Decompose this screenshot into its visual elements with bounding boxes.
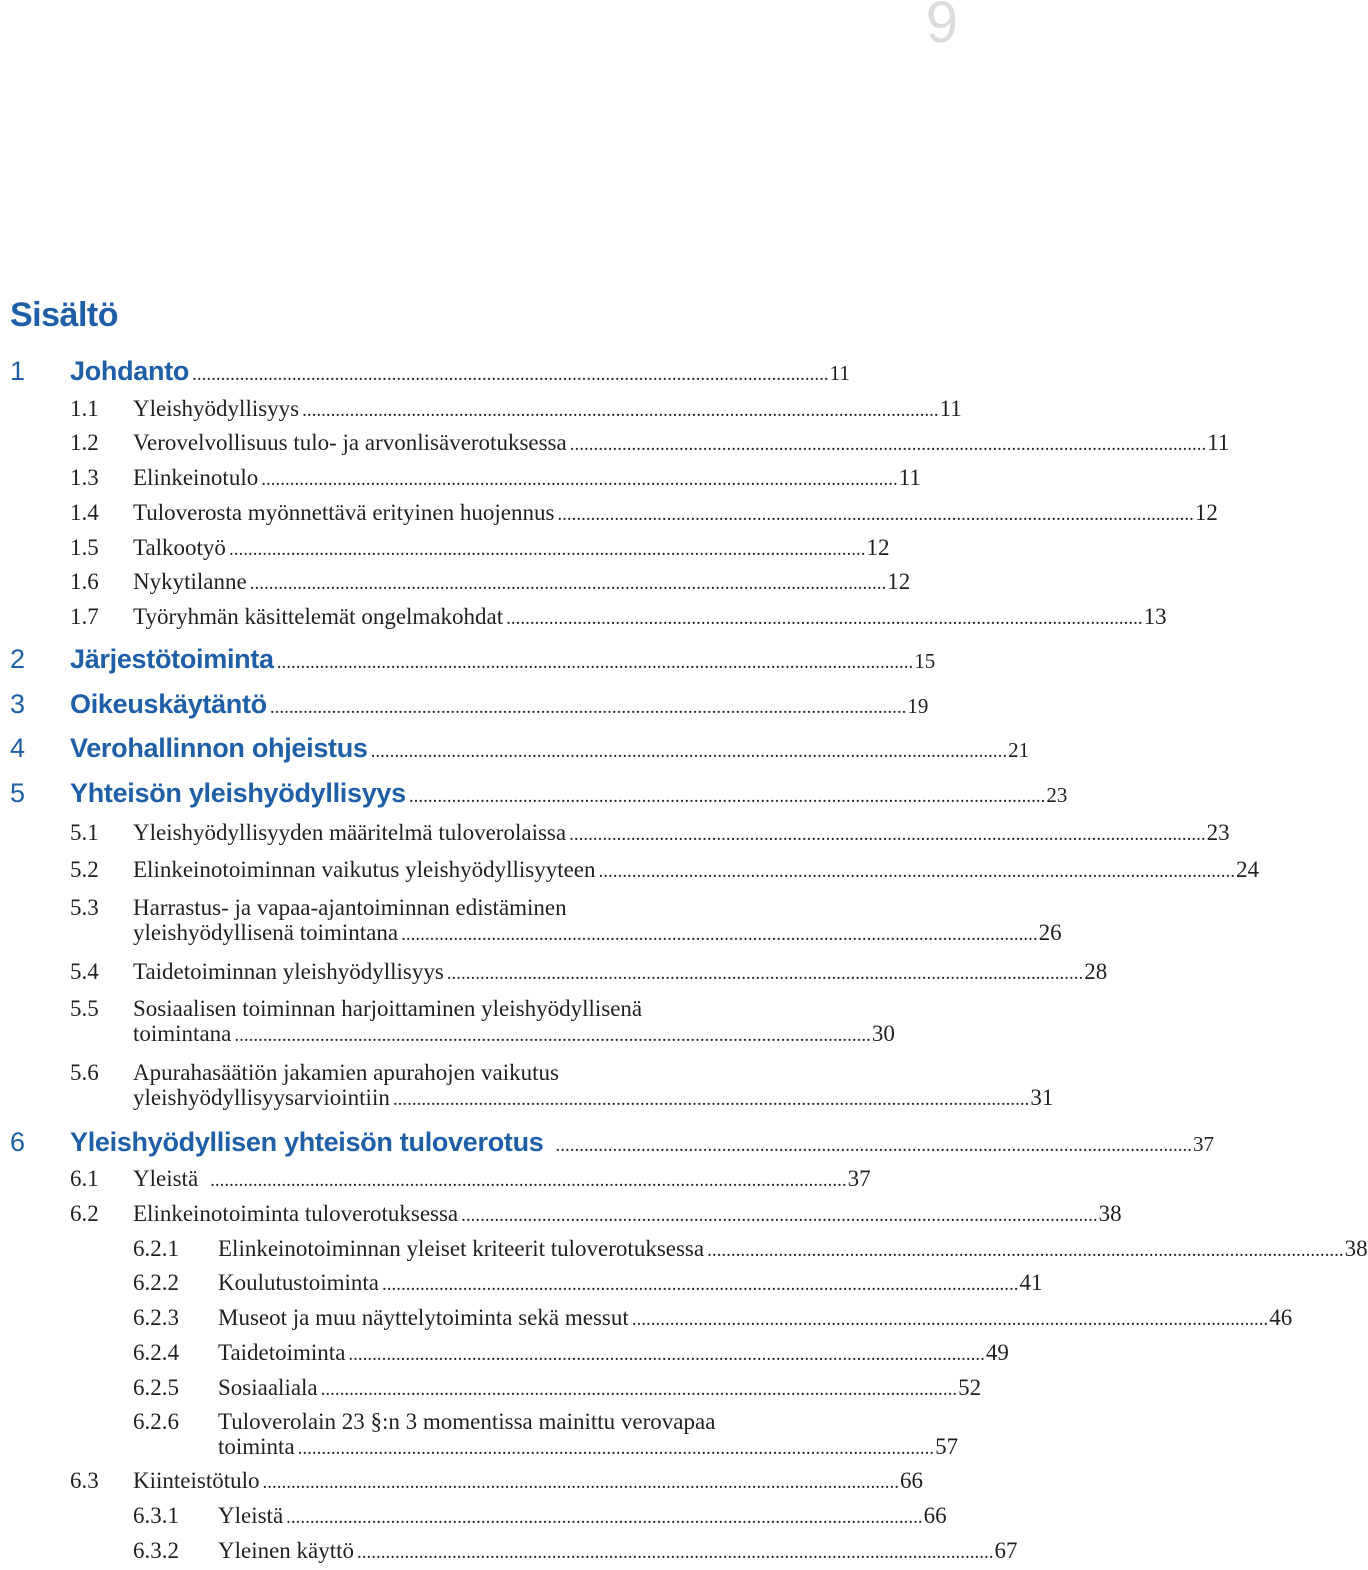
- toc-number: 4: [10, 733, 26, 763]
- toc-leader: ......................................................................................................................................: [234, 1025, 871, 1046]
- toc-number: 6.3.1: [133, 1503, 179, 1528]
- toc-title: Taidetoiminta: [218, 1340, 346, 1365]
- toc-leader: ......................................................................................................................................: [506, 608, 1143, 629]
- toc-title: Koulutustoiminta: [218, 1270, 379, 1295]
- toc-leader: ......................................................................................................................................: [401, 924, 1038, 945]
- toc-leader: ......................................................................................................................................: [631, 1309, 1269, 1330]
- toc-title: Yleistä: [133, 1166, 199, 1191]
- toc-page: 21: [1008, 738, 1030, 762]
- toc-leader: ......................................................................................................................................: [302, 400, 939, 421]
- toc-number: 1.5: [70, 535, 99, 560]
- toc-number: 5.1: [70, 820, 99, 845]
- toc-leader: ......................................................................................................................................: [461, 1205, 1098, 1226]
- toc-page: 41: [1019, 1270, 1043, 1295]
- toc-leader: ......................................................................................................................................: [249, 573, 887, 594]
- toc-leader: ......................................................................................................................................: [555, 1135, 1193, 1156]
- toc-title: Yleinen käyttö: [218, 1538, 355, 1563]
- toc-leader: ......................................................................................................................................: [286, 1507, 923, 1528]
- toc-title: Yleishyödyllisen yhteisön tuloverotus: [70, 1127, 544, 1157]
- toc-number: 1.2: [70, 430, 99, 455]
- toc-number: 6.2.2: [133, 1270, 179, 1295]
- toc-leader: ......................................................................................................................................: [382, 1274, 1019, 1295]
- toc-number: 5.2: [70, 857, 99, 882]
- toc-page: 46: [1269, 1305, 1293, 1330]
- toc-leader: ......................................................................................................................................: [392, 1089, 1030, 1110]
- toc-leader: ......................................................................................................................................: [192, 364, 829, 385]
- toc-page: 11: [898, 465, 921, 490]
- toc-page: 12: [887, 569, 911, 594]
- toc-number: 6.2: [70, 1201, 99, 1226]
- toc-page: 11: [829, 361, 850, 385]
- toc-title: Taidetoiminnan yleishyödyllisyys: [133, 959, 444, 984]
- toc-page: 24: [1236, 857, 1260, 882]
- toc-title-continued: yleishyödyllisyysarviointiin: [133, 1085, 390, 1110]
- toc-number: 6.2.4: [133, 1340, 179, 1365]
- toc-title: Työryhmän käsittelemät ongelmakohdat: [133, 604, 504, 629]
- toc-leader: ......................................................................................................................................: [269, 697, 907, 718]
- toc-page: 37: [1193, 1132, 1215, 1156]
- toc-number: 6.2.5: [133, 1375, 179, 1400]
- toc-page: 12: [866, 535, 890, 560]
- toc-title: Talkootyö: [133, 535, 226, 560]
- toc-title: Museot ja muu näyttelytoiminta sekä messut: [218, 1305, 629, 1330]
- toc-number: 5.5: [70, 996, 99, 1021]
- toc-title-continued: toiminta: [218, 1434, 295, 1459]
- toc-number: 6.2.3: [133, 1305, 179, 1330]
- toc-title-continued: yleishyödyllisenä toimintana: [133, 920, 399, 945]
- toc-page: 49: [985, 1340, 1009, 1365]
- toc-page: 30: [871, 1021, 895, 1046]
- toc-title: Elinkeinotulo: [133, 465, 259, 490]
- page-title: Sisältö: [10, 296, 118, 334]
- toc-title: Verovelvollisuus tulo- ja arvonlisäverotuksessa: [133, 430, 567, 455]
- toc-page: 66: [923, 1503, 947, 1528]
- toc-title: Sosiaaliala: [218, 1375, 318, 1400]
- toc-page: 26: [1038, 920, 1062, 945]
- toc-title: Yhteisön yleishyödyllisyys: [70, 778, 406, 808]
- toc-number: 5.6: [70, 1060, 99, 1085]
- toc-title: Elinkeinotoiminnan yleiset kriteerit tuloverotuksessa: [218, 1236, 705, 1261]
- toc-number: 6: [10, 1127, 26, 1157]
- toc-page: 31: [1030, 1085, 1054, 1110]
- toc-page: 57: [935, 1434, 959, 1459]
- toc-title: Tuloverosta myönnettävä erityinen huojennus: [133, 500, 555, 525]
- toc-title: Harrastus- ja vapaa-ajantoiminnan edistäminen: [133, 895, 567, 920]
- toc-title: Nykytilanne: [133, 569, 247, 594]
- toc-leader: ......................................................................................................................................: [569, 434, 1207, 455]
- toc-leader: ......................................................................................................................................: [557, 504, 1194, 525]
- toc-page: 19: [907, 694, 929, 718]
- toc-leader: ......................................................................................................................................: [357, 1542, 994, 1563]
- toc-number: 1.4: [70, 500, 99, 525]
- toc-leader: ......................................................................................................................................: [348, 1344, 985, 1365]
- toc-title-continued: toimintana: [133, 1021, 232, 1046]
- toc-number: 5: [10, 778, 26, 808]
- toc-number: 6.2.1: [133, 1236, 179, 1261]
- toc-page: 67: [994, 1538, 1018, 1563]
- toc-leader: ......................................................................................................................................: [320, 1379, 958, 1400]
- toc-page: 12: [1194, 500, 1218, 525]
- toc-page: 66: [900, 1468, 923, 1493]
- toc-number: 6.3: [70, 1468, 99, 1493]
- toc-title: Apurahasäätiön jakamien apurahojen vaikutus: [133, 1060, 559, 1085]
- toc-page: 38: [1344, 1236, 1368, 1261]
- toc-number: 1.3: [70, 465, 99, 490]
- toc-leader: ......................................................................................................................................: [228, 539, 866, 560]
- toc-title: Kiinteistötulo: [133, 1468, 260, 1493]
- toc-title: Johdanto: [70, 356, 190, 386]
- toc-number: 6.1: [70, 1166, 99, 1191]
- toc-leader: ......................................................................................................................................: [370, 741, 1008, 762]
- toc-title: Järjestötoiminta: [70, 644, 274, 674]
- toc-leader: ......................................................................................................................................: [707, 1240, 1344, 1261]
- toc-page: 11: [1207, 430, 1230, 455]
- toc-title: Oikeuskäytäntö: [70, 689, 267, 719]
- toc-leader: ......................................................................................................................................: [446, 963, 1084, 984]
- toc-page: 15: [914, 649, 936, 673]
- toc-title: Verohallinnon ohjeistus: [70, 733, 368, 763]
- toc-page: 37: [847, 1166, 871, 1191]
- toc-number: 3: [10, 689, 26, 719]
- toc-leader: ......................................................................................................................................: [569, 824, 1206, 845]
- toc-leader: ......................................................................................................................................: [297, 1438, 935, 1459]
- toc-number: 2: [10, 644, 26, 674]
- toc-title: Elinkeinotoiminnan vaikutus yleishyödyllisyyteen: [133, 857, 596, 882]
- toc-title: Elinkeinotoiminta tuloverotuksessa: [133, 1201, 459, 1226]
- toc-title: Sosiaalisen toiminnan harjoittaminen yleishyödyllisenä: [133, 996, 643, 1021]
- toc-leader: ......................................................................................................................................: [276, 652, 914, 673]
- toc-number: 5.4: [70, 959, 99, 984]
- toc-leader: ......................................................................................................................................: [262, 1472, 899, 1493]
- toc-page: 28: [1084, 959, 1108, 984]
- toc-page: 23: [1046, 783, 1068, 807]
- toc-page: 52: [958, 1375, 982, 1400]
- toc-leader: ......................................................................................................................................: [210, 1170, 847, 1191]
- toc-page: 13: [1143, 604, 1167, 629]
- toc-leader: ......................................................................................................................................: [261, 469, 898, 490]
- toc-number: 1: [10, 356, 26, 386]
- toc-page: 11: [939, 396, 962, 421]
- toc-title: Tuloverolain 23 §:n 3 momentissa mainittu verovapaa: [218, 1409, 716, 1434]
- toc-leader: ......................................................................................................................................: [408, 786, 1046, 807]
- toc-number: 1.6: [70, 569, 99, 594]
- toc-number: 1.7: [70, 604, 99, 629]
- page-number: 9: [925, 0, 958, 55]
- toc-title: Yleistä: [218, 1503, 284, 1528]
- toc-page: 38: [1098, 1201, 1122, 1226]
- toc-page: 23: [1206, 820, 1230, 845]
- toc-number: 6.3.2: [133, 1538, 179, 1563]
- toc-leader: ......................................................................................................................................: [598, 861, 1236, 882]
- toc-title: Yleishyödyllisyyden määritelmä tuloverolaissa: [133, 820, 567, 845]
- toc-number: 1.1: [70, 396, 99, 421]
- toc-number: 6.2.6: [133, 1409, 179, 1434]
- toc-title: Yleishyödyllisyys: [133, 396, 300, 421]
- toc-number: 5.3: [70, 895, 99, 920]
